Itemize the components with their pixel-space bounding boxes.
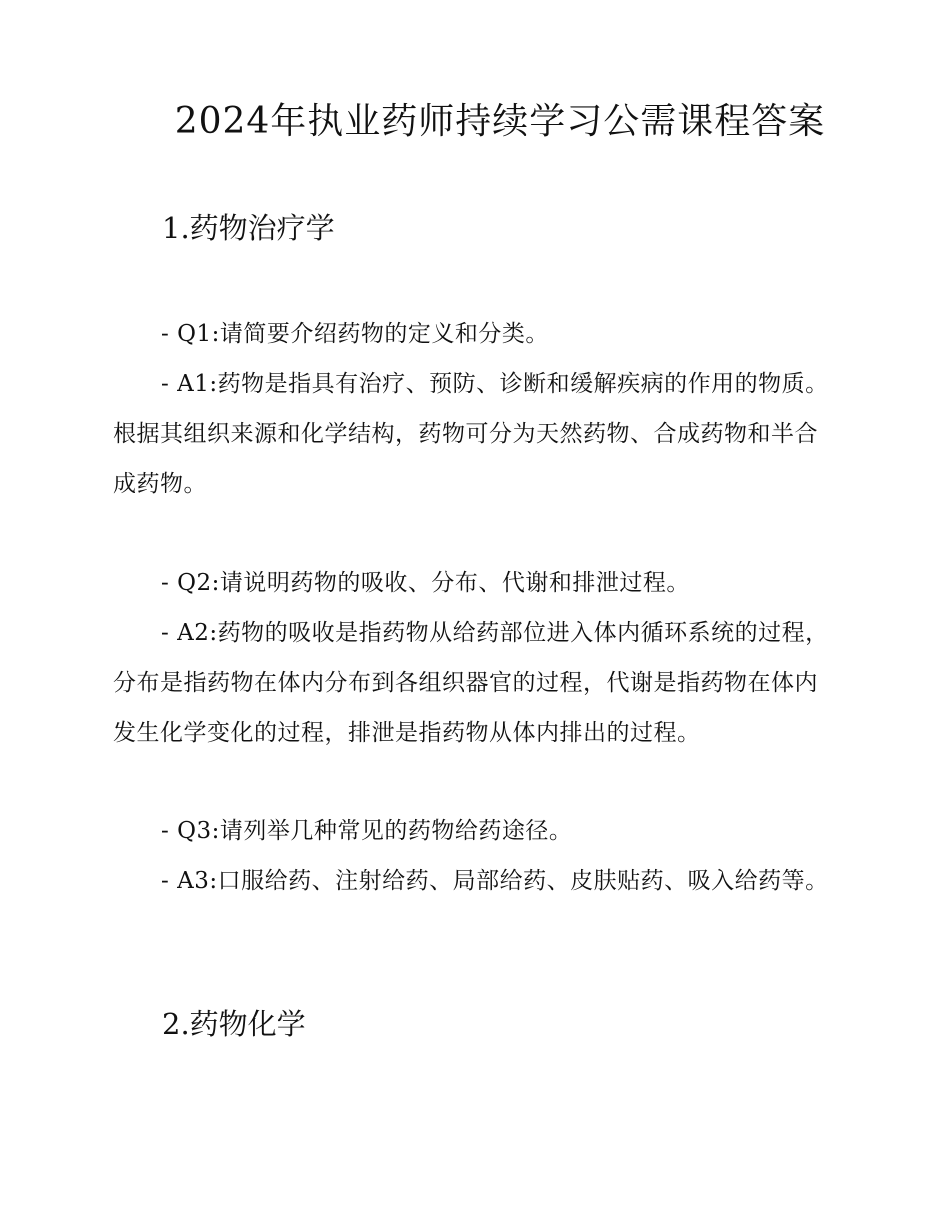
answer-3: - A3:口服给药、注射给药、局部给药、皮肤贴药、吸入给药等。: [161, 868, 829, 894]
answer-2: - A2:药物的吸收是指药物从给药部位进入体内循环系统的过程，分布是指药物在体内分布到各组织器官的过程，代谢是指药物在体内发生化学变化的过程，排泄是指药物从体内排出的过程。: [113, 620, 829, 746]
page-title: 2024年执业药师持续学习公需课程答案: [174, 101, 826, 142]
answer-1: - A1:药物是指具有治疗、预防、诊断和缓解疾病的作用的物质。根据其组织来源和化学结构，药物可分为天然药物、合成药物和半合成药物。: [113, 371, 829, 497]
section-heading-pharmacotherapy: 1.药物治疗学: [162, 211, 335, 245]
question-1: - Q1:请简要介绍药物的定义和分类。: [161, 321, 549, 347]
question-3: - Q3:请列举几种常见的药物给药途径。: [161, 818, 573, 844]
section-heading-medicinal-chemistry: 2.药物化学: [162, 1007, 306, 1041]
question-2: - Q2:请说明药物的吸收、分布、代谢和排泄过程。: [161, 570, 690, 596]
